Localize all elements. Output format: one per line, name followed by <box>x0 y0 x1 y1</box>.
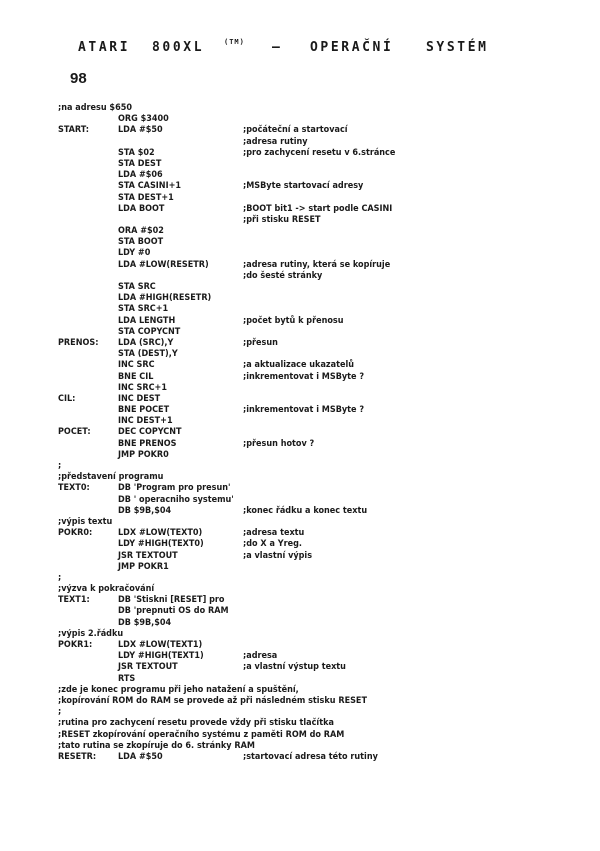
code-comment: ;a aktualizace ukazatelů <box>243 360 354 371</box>
code-comment: ;do X a Yreg. <box>243 539 302 550</box>
code-instruction: STA CASINI+1 <box>118 181 181 192</box>
code-label: ; <box>58 707 62 718</box>
code-instruction: LDA #$06 <box>118 170 163 181</box>
code-label: ;rutina pro zachycení resetu provede vždy při stisku tlačítka <box>58 718 334 729</box>
code-instruction: STA COPYCNT <box>118 326 181 337</box>
code-line <box>58 383 598 394</box>
code-instruction: INC DEST+1 <box>118 416 173 427</box>
code-label: ;výzva k pokračování <box>58 584 155 595</box>
code-label: ;na adresu $650 <box>58 103 132 113</box>
code-instruction: LDA #LOW(RESETR) <box>118 259 209 270</box>
code-line <box>58 662 598 673</box>
code-instruction: LDA #$50 <box>118 125 163 136</box>
code-line <box>58 360 598 371</box>
code-comment: ;inkrementovat i MSByte ? <box>243 405 365 416</box>
code-line <box>58 573 598 584</box>
code-instruction: DB 'Program pro presun' <box>118 483 231 494</box>
code-instruction: INC DEST <box>118 393 161 404</box>
code-line <box>58 730 598 741</box>
code-label: POCET: <box>58 427 91 438</box>
code-line <box>58 584 598 595</box>
code-comment: ;při stisku RESET <box>243 214 321 225</box>
code-comment: ;adresa <box>243 651 278 662</box>
code-line <box>58 506 598 517</box>
code-line <box>58 394 598 405</box>
code-line <box>58 181 598 192</box>
code-instruction: LDA (SRC),Y <box>118 337 174 348</box>
code-instruction: INC SRC <box>118 360 155 371</box>
code-line <box>58 372 598 383</box>
code-instruction: STA DEST <box>118 158 162 169</box>
code-line <box>58 316 598 327</box>
code-comment: ;BOOT bit1 -> start podle CASINI <box>243 203 393 214</box>
assembly-listing <box>58 103 598 763</box>
code-label: POKR1: <box>58 640 93 650</box>
code-instruction: JMP POKR1 <box>118 561 169 572</box>
code-label: CIL: <box>58 393 76 404</box>
code-comment: ;adresa textu <box>243 528 305 539</box>
code-line <box>58 304 598 315</box>
code-instruction: LDX #LOW(TEXT0) <box>118 528 203 539</box>
code-line <box>58 204 598 215</box>
code-comment: ;počet bytů k přenosu <box>243 315 344 326</box>
code-line <box>58 248 598 259</box>
code-instruction: JSR TEXTOUT <box>118 662 178 673</box>
code-line <box>58 260 598 271</box>
code-line <box>58 125 598 136</box>
code-line <box>58 539 598 550</box>
code-instruction: DB 'Stiskni [RESET] pro <box>118 595 225 606</box>
code-label: TEXT0: <box>58 483 90 494</box>
code-line <box>58 427 598 438</box>
code-line <box>58 114 598 125</box>
code-comment: ;do šesté stránky <box>243 270 323 281</box>
code-line <box>58 271 598 282</box>
code-label: START: <box>58 125 90 136</box>
header-operacni: OPERAČNÍ <box>310 40 394 55</box>
code-instruction: ORG $3400 <box>118 114 169 125</box>
code-instruction: INC SRC+1 <box>118 382 167 393</box>
code-line <box>58 640 598 651</box>
code-comment: ;přesun hotov ? <box>243 438 315 449</box>
header-trademark: (TM) <box>224 38 245 46</box>
code-line <box>58 741 598 752</box>
code-label: ;RESET zkopírování operačního systému z paměti ROM do RAM <box>58 729 345 740</box>
running-header <box>0 40 600 60</box>
code-instruction: STA SRC+1 <box>118 304 169 315</box>
header-dash: — <box>272 40 283 55</box>
code-comment: ;pro zachycení resetu v 6.stránce <box>243 147 396 158</box>
code-line <box>58 226 598 237</box>
code-instruction: LDX #LOW(TEXT1) <box>118 640 203 650</box>
code-line <box>58 159 598 170</box>
code-instruction: DB $9B,$04 <box>118 505 172 516</box>
code-comment: ;adresa rutiny <box>243 136 308 147</box>
code-label: ; <box>58 572 62 583</box>
code-label: ;výpis textu <box>58 516 113 527</box>
code-comment: ;a vlastní výstup textu <box>243 662 346 673</box>
code-label: ;výpis 2.řádku <box>58 628 124 639</box>
code-line <box>58 416 598 427</box>
code-instruction: BNE CIL <box>118 371 154 382</box>
code-line <box>58 148 598 159</box>
code-instruction: STA (DEST),Y <box>118 349 178 360</box>
code-line <box>58 528 598 539</box>
code-line <box>58 237 598 248</box>
code-line <box>58 651 598 662</box>
code-line <box>58 707 598 718</box>
code-comment: ;adresa rutiny, která se kopíruje <box>243 259 391 270</box>
code-instruction: JSR TEXTOUT <box>118 550 178 561</box>
code-line <box>58 718 598 729</box>
code-comment: ;konec řádku a konec textu <box>243 505 368 516</box>
code-comment: ;inkrementovat i MSByte ? <box>243 371 365 382</box>
code-line <box>58 293 598 304</box>
code-label: PRENOS: <box>58 337 99 348</box>
code-instruction: RTS <box>118 673 136 684</box>
page-number: 98 <box>70 70 87 87</box>
code-line <box>58 349 598 360</box>
code-line <box>58 461 598 472</box>
code-instruction: LDA #HIGH(RESETR) <box>118 293 212 304</box>
code-label: TEXT1: <box>58 595 90 606</box>
code-label: POKR0: <box>58 528 93 539</box>
code-line <box>58 551 598 562</box>
code-comment: ;MSByte startovací adresy <box>243 181 364 192</box>
code-line <box>58 439 598 450</box>
code-label: ;kopírování ROM do RAM se provede až při následném stisku RESET <box>58 695 367 706</box>
code-instruction: JMP POKR0 <box>118 449 169 460</box>
code-line <box>58 483 598 494</box>
code-line <box>58 674 598 685</box>
code-instruction: LDY #HIGH(TEXT1) <box>118 651 204 662</box>
code-instruction: DB ' operacniho systemu' <box>118 494 234 505</box>
code-instruction: STA BOOT <box>118 237 164 248</box>
code-line <box>58 562 598 573</box>
code-instruction: DEC COPYCNT <box>118 427 182 438</box>
code-comment: ;a vlastní výpis <box>243 550 313 561</box>
code-instruction: LDA #$50 <box>118 751 163 762</box>
code-line <box>58 595 598 606</box>
code-label: ; <box>58 461 62 471</box>
code-line <box>58 752 598 763</box>
code-line <box>58 685 598 696</box>
code-instruction: BNE POCET <box>118 405 170 416</box>
code-instruction: DB $9B,$04 <box>118 617 172 628</box>
code-instruction: LDY #0 <box>118 248 151 259</box>
code-instruction: STA SRC <box>118 282 156 292</box>
code-line <box>58 193 598 204</box>
code-instruction: ORA #$02 <box>118 226 164 237</box>
code-label: RESETR: <box>58 751 97 762</box>
code-line <box>58 606 598 617</box>
code-line <box>58 215 598 226</box>
code-line <box>58 327 598 338</box>
code-comment: ;startovací adresa této rutiny <box>243 751 378 762</box>
code-label: ;tato rutina se zkopíruje do 6. stránky RAM <box>58 740 255 751</box>
code-line <box>58 618 598 629</box>
code-line <box>58 495 598 506</box>
code-line <box>58 282 598 293</box>
code-line <box>58 629 598 640</box>
code-line <box>58 137 598 148</box>
code-line <box>58 450 598 461</box>
code-line <box>58 170 598 181</box>
header-model: 800XL <box>152 40 205 55</box>
code-line <box>58 103 598 114</box>
code-line <box>58 472 598 483</box>
code-instruction: STA DEST+1 <box>118 192 174 203</box>
code-line <box>58 405 598 416</box>
code-line <box>58 696 598 707</box>
header-system: SYSTÉM <box>426 40 489 55</box>
code-comment: ;počáteční a startovací <box>243 125 348 136</box>
code-label: ;zde je konec programu při jeho natažení a spuštění, <box>58 684 299 695</box>
code-instruction: DB 'prepnuti OS do RAM <box>118 606 229 617</box>
code-instruction: BNE PRENOS <box>118 438 177 449</box>
code-label: ;představení programu <box>58 472 164 483</box>
header-atari: ATARI <box>78 40 131 55</box>
code-line <box>58 517 598 528</box>
code-comment: ;přesun <box>243 337 278 348</box>
code-instruction: LDY #HIGH(TEXT0) <box>118 539 204 550</box>
code-instruction: STA $02 <box>118 147 155 158</box>
code-instruction: LDA LENGTH <box>118 315 176 326</box>
code-instruction: LDA BOOT <box>118 203 165 214</box>
code-line <box>58 338 598 349</box>
